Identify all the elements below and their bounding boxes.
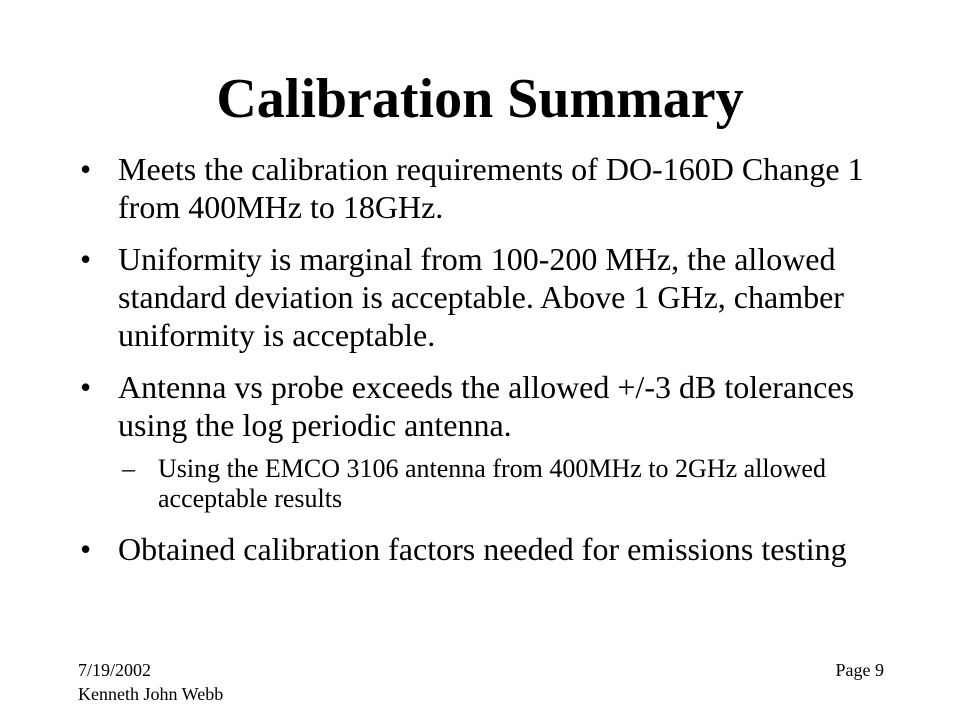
slide-title: Calibration Summary: [216, 68, 744, 130]
bullet-item: [80, 150, 900, 226]
bullet-marker: •: [80, 151, 92, 187]
bullet-text: Obtained calibration factors needed for emissions testing: [118, 531, 847, 567]
footer-author: Kenneth John Webb: [78, 684, 224, 704]
bullet-marker: •: [80, 369, 92, 405]
footer-page-number: Page 9: [835, 660, 884, 680]
sub-bullet-marker: –: [122, 454, 135, 483]
bullet-item: [80, 240, 900, 354]
bullet-item: [80, 530, 900, 568]
sub-bullet-text: Using the EMCO 3106 antenna from 400MHz to 2GHz allowed acceptable results: [158, 454, 826, 513]
bullet-text: Uniformity is marginal from 100-200 MHz, the allowed standard deviation is acceptable. Above 1 GHz, chamber uniformity is acceptable.: [118, 241, 844, 353]
bullet-list: [80, 150, 900, 582]
sub-bullet-item: [80, 454, 900, 514]
bullet-marker: •: [80, 531, 92, 567]
footer-date: 7/19/2002: [78, 660, 152, 680]
bullet-marker: •: [80, 241, 92, 277]
bullet-text: Antenna vs probe exceeds the allowed +/-3 dB tolerances using the log periodic antenna.: [118, 369, 855, 443]
footer-left: [78, 658, 223, 706]
bullet-text: Meets the calibration requirements of DO-160D Change 1 from 400MHz to 18GHz.: [118, 151, 864, 225]
bullet-item: [80, 368, 900, 444]
